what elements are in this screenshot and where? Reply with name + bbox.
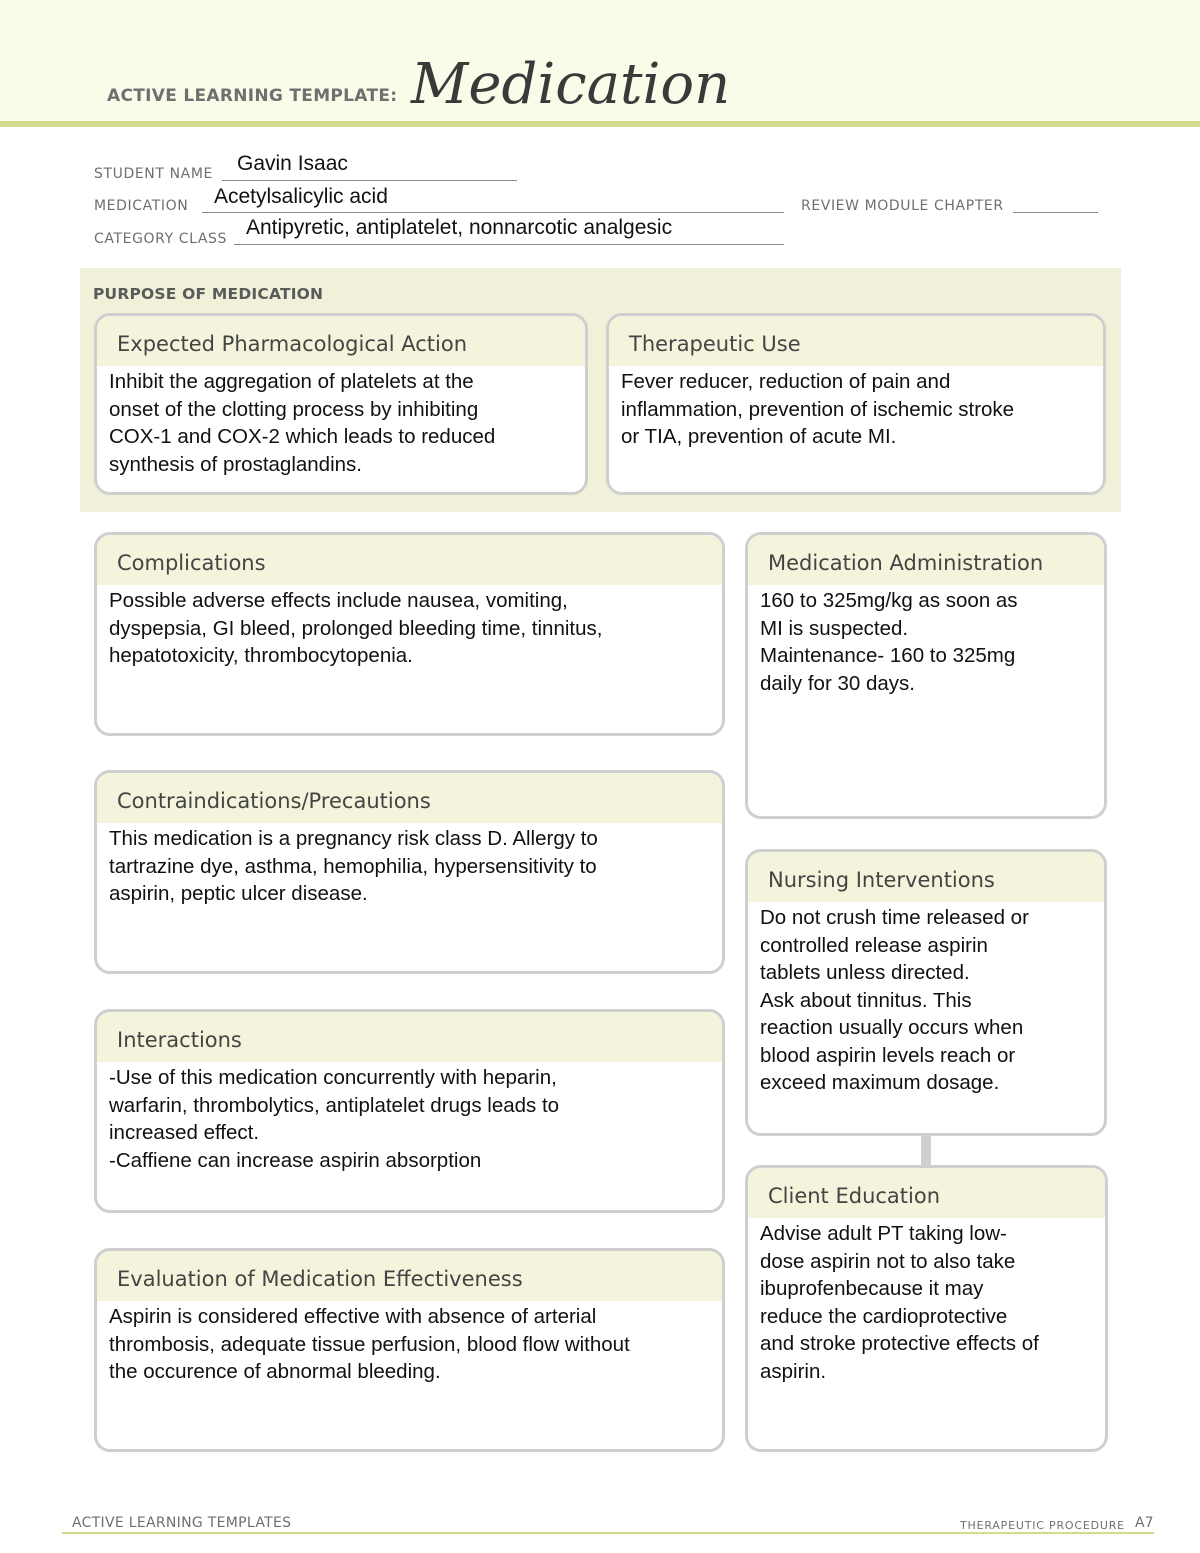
therapeutic-use-title: Therapeutic Use xyxy=(609,316,1103,366)
footer-label: ACTIVE LEARNING TEMPLATES xyxy=(72,1515,292,1531)
interactions-text[interactable]: -Use of this medication concurrently with heparin, warfarin, thrombolytics, antiplatelet drugs leads to increased effect. -Caffiene can increase aspirin absorption xyxy=(109,1066,560,1172)
therapeutic-use-text[interactable]: Fever reducer, reduction of pain and inflammation, prevention of ischemic stroke or TIA, prevention of acute MI. xyxy=(621,370,1015,448)
complications-title: Complications xyxy=(97,535,722,585)
page-title: Medication xyxy=(411,52,731,117)
page-number: A7 xyxy=(1135,1515,1154,1531)
expected-action-title: Expected Pharmacological Action xyxy=(97,316,585,366)
evaluation-title: Evaluation of Medication Effectiveness xyxy=(97,1251,722,1301)
complications-text[interactable]: Possible adverse effects include nausea, vomiting, dyspepsia, GI bleed, prolonged bleeding time, tinnitus, hepatotoxicity, thrombocytopenia. xyxy=(109,589,603,667)
client-education-text[interactable]: Advise adult PT taking low- dose aspirin not to also take ibuprofenbecause it may reduce the cardioprotective and stroke protective effects of aspirin. xyxy=(760,1222,1039,1383)
administration-title: Medication Administration xyxy=(748,535,1104,585)
nursing-interventions-text[interactable]: Do not crush time released or controlled release aspirin tablets unless directed. Ask about tinnitus. This reaction usually occurs when blood aspirin levels reach or exceed maximum dosage. xyxy=(760,906,1029,1094)
client-education-title: Client Education xyxy=(748,1168,1105,1218)
evaluation-text[interactable]: Aspirin is considered effective with absence of arterial thrombosis, adequate tissue perfusion, blood flow without the occurence of abnormal bleeding. xyxy=(109,1305,630,1383)
contraindications-text[interactable]: This medication is a pregnancy risk class D. Allergy to tartrazine dye, asthma, hemophilia, hypersensitivity to aspirin, peptic ulcer disease. xyxy=(109,827,598,905)
purpose-label: PURPOSE OF MEDICATION xyxy=(93,285,324,303)
student-name-field[interactable]: Gavin Isaac xyxy=(237,152,348,175)
complications-box xyxy=(94,532,725,736)
interactions-title: Interactions xyxy=(97,1012,722,1062)
expected-action-box xyxy=(94,313,588,495)
header-divider xyxy=(0,121,1200,127)
footer-section-label: THERAPEUTIC PROCEDURE xyxy=(960,1519,1125,1532)
administration-text[interactable]: 160 to 325mg/kg as soon as MI is suspected. Maintenance- 160 to 325mg daily for 30 days. xyxy=(760,589,1018,695)
box-connector xyxy=(921,1135,931,1167)
contraindications-title: Contraindications/Precautions xyxy=(97,773,722,823)
contraindications-box xyxy=(94,770,725,974)
medication-label: MEDICATION xyxy=(94,198,189,214)
evaluation-box xyxy=(94,1248,725,1452)
medication-field[interactable]: Acetylsalicylic acid xyxy=(214,185,388,208)
student-name-line xyxy=(222,180,517,181)
template-label: ACTIVE LEARNING TEMPLATE: xyxy=(107,86,398,106)
category-class-field[interactable]: Antipyretic, antiplatelet, nonnarcotic analgesic xyxy=(246,216,673,239)
medication-line xyxy=(202,212,784,213)
footer-divider xyxy=(62,1532,1154,1534)
expected-action-text[interactable]: Inhibit the aggregation of platelets at the onset of the clotting process by inhibiting COX-1 and COX-2 which leads to reduced synthesis of prostaglandins. xyxy=(109,370,496,476)
client-education-box xyxy=(745,1165,1108,1452)
review-module-line xyxy=(1013,212,1098,213)
interactions-box xyxy=(94,1009,725,1213)
administration-box xyxy=(745,532,1107,819)
nursing-interventions-box xyxy=(745,849,1107,1136)
therapeutic-use-box xyxy=(606,313,1106,495)
category-class-line xyxy=(234,244,784,245)
category-class-label: CATEGORY CLASS xyxy=(94,231,228,247)
nursing-interventions-title: Nursing Interventions xyxy=(748,852,1104,902)
student-name-label: STUDENT NAME xyxy=(94,166,213,182)
review-module-label: REVIEW MODULE CHAPTER xyxy=(801,198,1004,214)
